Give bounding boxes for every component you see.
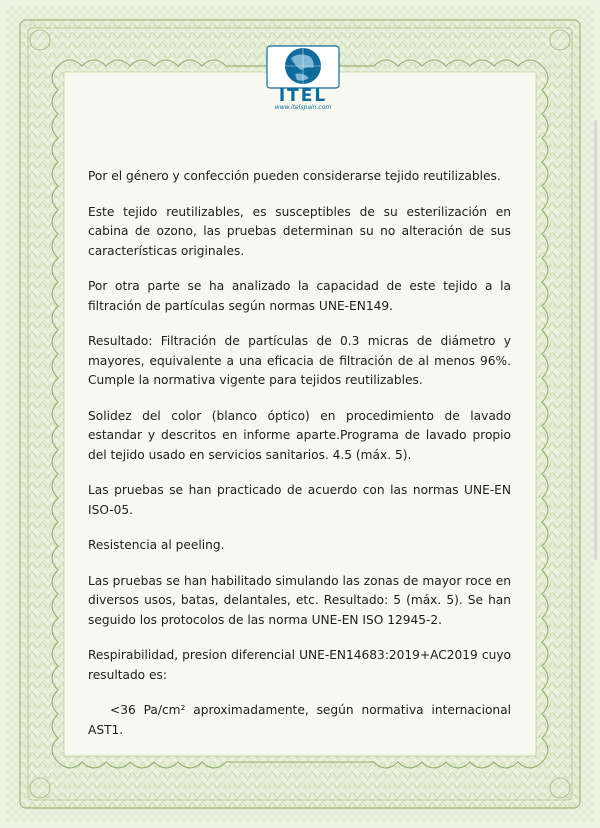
paragraph: Resultado: Filtración de partículas de 0.3 micras de diámetro y mayores, equivalente a una eficacia de filtración de al menos 96%. Cumple la normativa vigente para tejidos reutilizables.: [88, 334, 511, 387]
certificate-body: [88, 167, 511, 756]
scrollbar[interactable]: [594, 120, 597, 560]
paragraph: Este tejido reutilizables, es susceptibles de su esterilización en cabina de ozono, las pruebas determinan su no alteración de sus características originales.: [88, 204, 511, 258]
paragraph: Por otra parte se ha analizado la capacidad de este tejido a la filtración de partículas según normas UNE-EN149.: [88, 279, 511, 313]
logo-url: www.itelspain.com: [274, 104, 332, 111]
paragraph: Las pruebas se han habilitado simulando las zonas de mayor roce en diversos usos, batas, delantales, etc. Resultado: 5 (máx. 5). Se han seguido los protocolos de las norma UNE-EN ISO 12945-2.: [88, 573, 511, 627]
paragraph: Las pruebas se han practicado de acuerdo con las normas UNE-EN ISO-05.: [88, 483, 511, 517]
paragraph: <36 Pa/cm² aproximadamente, según normativa internacional AST1.: [88, 703, 511, 737]
paragraph: Resistencia al peeling.: [88, 538, 225, 552]
paragraph: Respirabilidad, presion diferencial UNE-EN14683:2019+AC2019 cuyo resultado es:: [88, 648, 511, 682]
paragraph: Por el género y confección pueden considerarse tejido reutilizables.: [88, 169, 501, 183]
paragraph: Solidez del color (blanco óptico) en procedimiento de lavado estandar y descritos en informe aparte.Programa de lavado propio del tejido usado en servicios sanitarios. 4.5 (máx. 5).: [88, 408, 511, 462]
logo-wordmark: ITEL: [278, 86, 328, 106]
